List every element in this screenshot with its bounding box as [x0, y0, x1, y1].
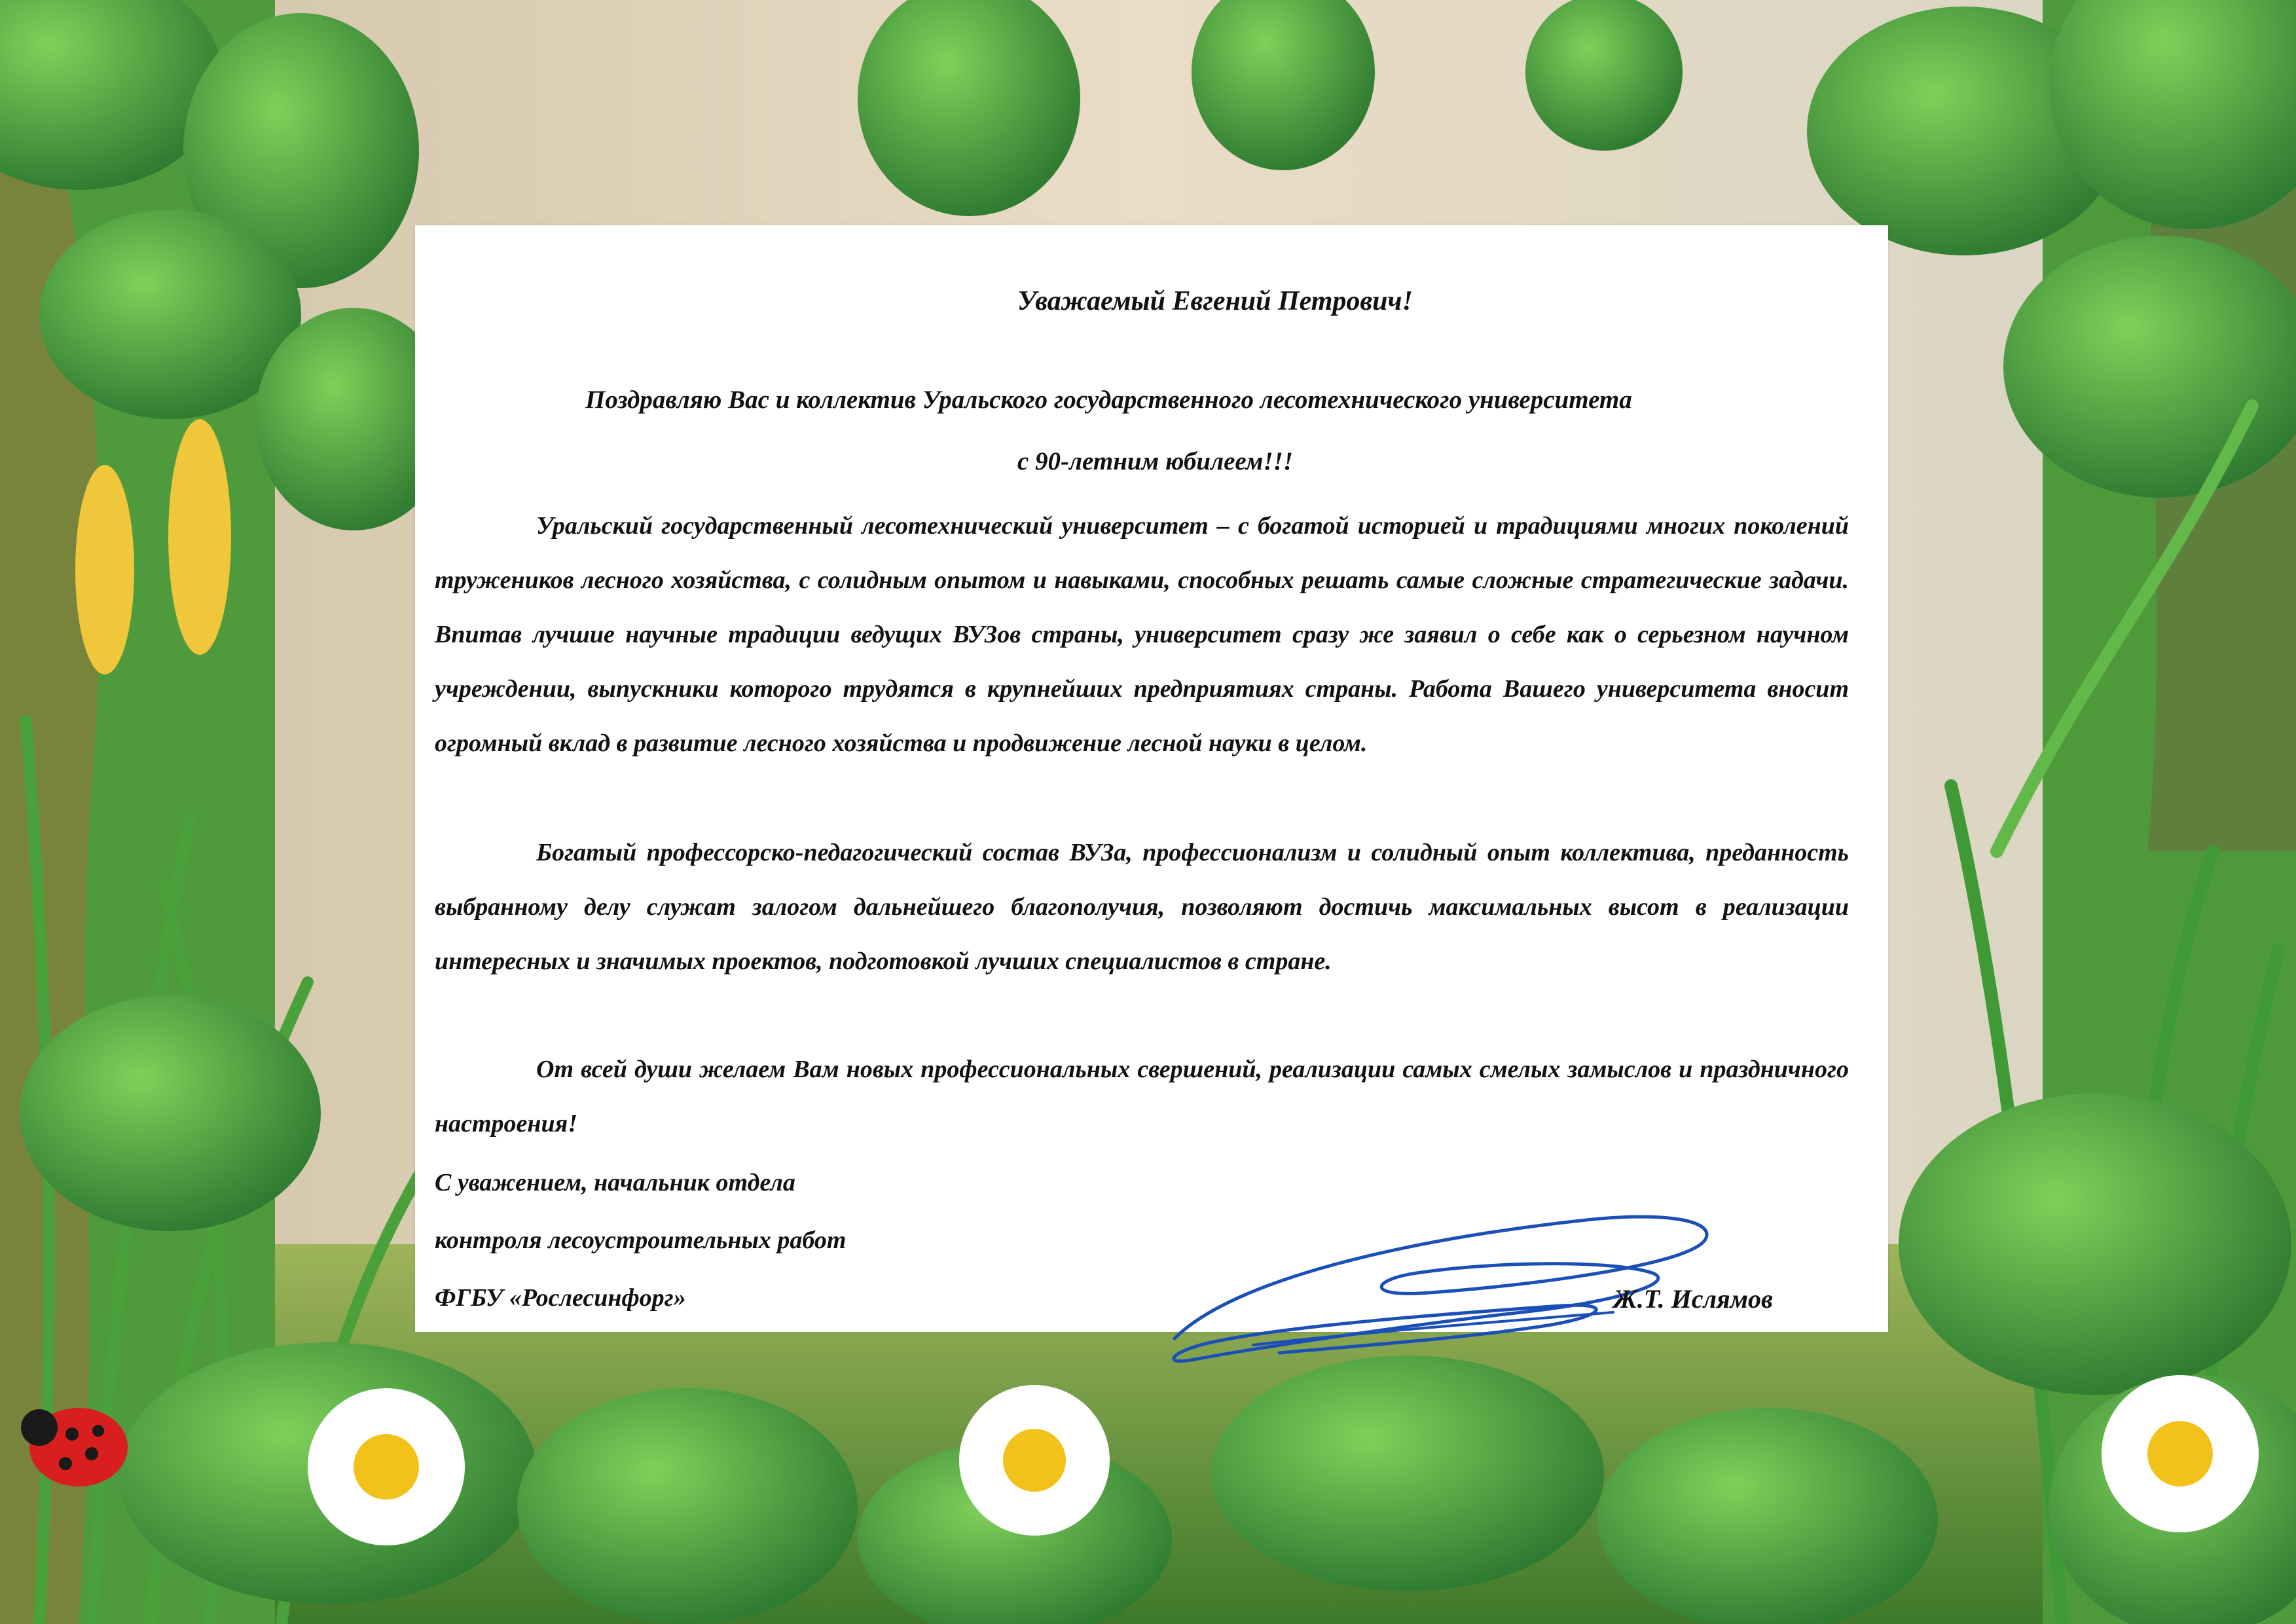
- salutation: Уважаемый Евгений Петрович!: [1017, 286, 1413, 316]
- body-paragraph: Уральский государственный лесотехнический университет – с богатой историей и традициями многих поколений тружеников лесного хозяйства, с солидным опытом и навыками, способных решать самые сложные стратегические задачи. Впитав лучшие научные традиции ведущих ВУЗов страны, университет сразу же заявил о себе как о серьезном научном учреждении, выпускники которого трудятся в крупнейших предприятиях страны. Работа Вашего университета вносит огромный вклад в развитие лесного хозяйства и продвижение лесной науки в целом.: [435, 512, 1849, 757]
- body-paragraph: Богатый профессорско-педагогический состав ВУЗа, профессионализм и солидный опыт коллектива, преданность выбранному делу служат залогом дальнейшего благополучия, позволяют достичь максимальных высот в реализации интересных и значимых проектов, подготовкой лучших специалистов в стране.: [435, 839, 1849, 975]
- closing-organization: ФГБУ «Рослесинфорг»: [435, 1284, 686, 1312]
- congratulation-line-1: Поздравляю Вас и коллектив Уральского государственного лесотехнического университета: [585, 386, 1632, 414]
- signer-name: Ж.Т. Иcлямов: [1613, 1284, 1773, 1314]
- letter-sheet: [415, 225, 1888, 1332]
- congratulation-line-2: с 90-летним юбилеем!!!: [1017, 447, 1294, 475]
- body-paragraph: От всей души желаем Вам новых профессиональных свершений, реализации самых смелых замыслов и праздничного настроения!: [435, 1056, 1849, 1137]
- closing-line-1: С уважением, начальник отдела: [435, 1169, 795, 1196]
- closing-line-2: контроля лесоустроительных работ: [435, 1227, 847, 1254]
